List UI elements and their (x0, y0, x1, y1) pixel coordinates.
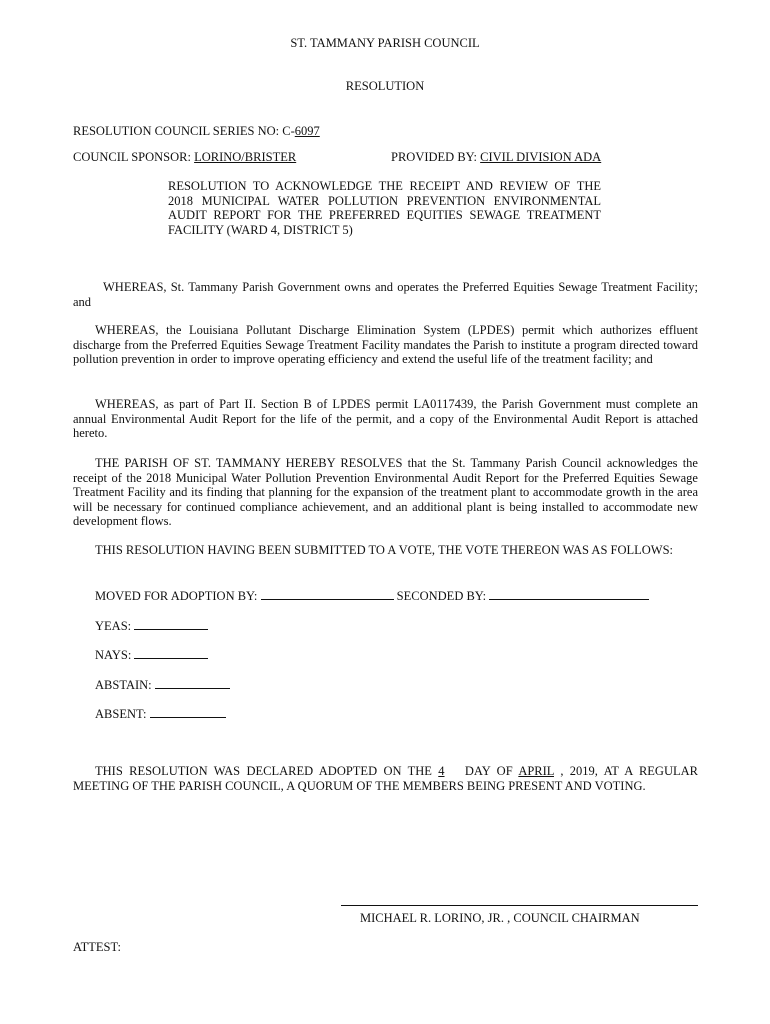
adoption-paragraph: THIS RESOLUTION WAS DECLARED ADOPTED ON THE 4 DAY OF APRIL , 2019, AT A REGULAR MEETING OF THE PARISH COUNCIL, A QUORUM OF THE MEMBERS BEING PRESENT AND VOTING. (73, 764, 698, 793)
provided-label: PROVIDED BY: (391, 150, 481, 164)
series-number-line (73, 124, 320, 139)
document-type-heading: RESOLUTION (345, 79, 425, 93)
nays-blank (134, 647, 208, 659)
absent-blank (150, 706, 226, 718)
abstain-line (95, 677, 230, 693)
adoption-day: 4 (438, 764, 445, 778)
signature-line (341, 905, 698, 906)
sponsor-line (73, 150, 296, 165)
whereas-paragraph-1: WHEREAS, St. Tammany Parish Government owns and operates the Preferred Equities Sewage Treatment Facility; and (73, 280, 698, 309)
series-number: 6097 (294, 124, 320, 138)
council-heading: ST. TAMMANY PARISH COUNCIL (290, 36, 480, 50)
moved-by-blank (261, 588, 394, 600)
series-label: RESOLUTION COUNCIL SERIES NO: C- (73, 124, 295, 138)
abstain-blank (155, 677, 230, 689)
whereas-paragraph-3: WHEREAS, as part of Part II. Section B of LPDES permit LA0117439, the Parish Government must complete an annual Environmental Audit Report for the life of the permit, and a copy of the Environmental Audit Report is attached hereto. (73, 397, 698, 441)
yeas-blank (134, 618, 208, 630)
chairman-name: MICHAEL R. LORINO, JR. , COUNCIL CHAIRMAN (360, 911, 640, 925)
attest-label: ATTEST: (73, 940, 121, 954)
seconded-by-blank (489, 588, 649, 600)
moved-seconded-line (95, 588, 649, 604)
nays-line (95, 647, 208, 663)
resolves-paragraph: THE PARISH OF ST. TAMMANY HEREBY RESOLVES that the St. Tammany Parish Council acknowledges the receipt of the 2018 Municipal Water Pollution Prevention Environmental Audit Report for the Preferred Equities Sewage Treatment Facility and its finding that planning for the expansion of the treatment plant to accommodate growth in the area will be necessary for continued compliance achievement, and an additional plant is being installed to accommodate new development flows. (73, 456, 698, 529)
moved-label: MOVED FOR ADOPTION BY: (95, 589, 261, 603)
adoption-month: APRIL (518, 764, 554, 778)
nays-label: NAYS: (95, 648, 135, 662)
provided-by-line (391, 150, 601, 165)
provided-value: CIVIL DIVISION ADA (480, 150, 602, 164)
absent-label: ABSENT: (95, 707, 150, 721)
whereas-paragraph-2: WHEREAS, the Louisiana Pollutant Discharge Elimination System (LPDES) permit which authorizes effluent discharge from the Preferred Equities Sewage Treatment Facility mandates the Parish to institute a program directed toward pollution prevention in order to improve operating efficiency and extend the useful life of the treatment facility; and (73, 323, 698, 367)
yeas-label: YEAS: (95, 619, 135, 633)
sponsor-label: COUNCIL SPONSOR: (73, 150, 195, 164)
abstain-label: ABSTAIN: (95, 678, 155, 692)
absent-line (95, 706, 226, 722)
seconded-label: SECONDED BY: (393, 589, 490, 603)
resolution-title: RESOLUTION TO ACKNOWLEDGE THE RECEIPT AND REVIEW OF THE 2018 MUNICIPAL WATER POLLUTION PREVENTION ENVIRONMENTAL AUDIT REPORT FOR THE PREFERRED EQUITIES SEWAGE TREATMENT FACILITY (WARD 4, DISTRICT 5) (168, 179, 601, 237)
sponsor-value: LORINO/BRISTER (194, 150, 297, 164)
vote-intro-paragraph: THIS RESOLUTION HAVING BEEN SUBMITTED TO A VOTE, THE VOTE THEREON WAS AS FOLLOWS: (95, 543, 674, 557)
yeas-line (95, 618, 208, 634)
